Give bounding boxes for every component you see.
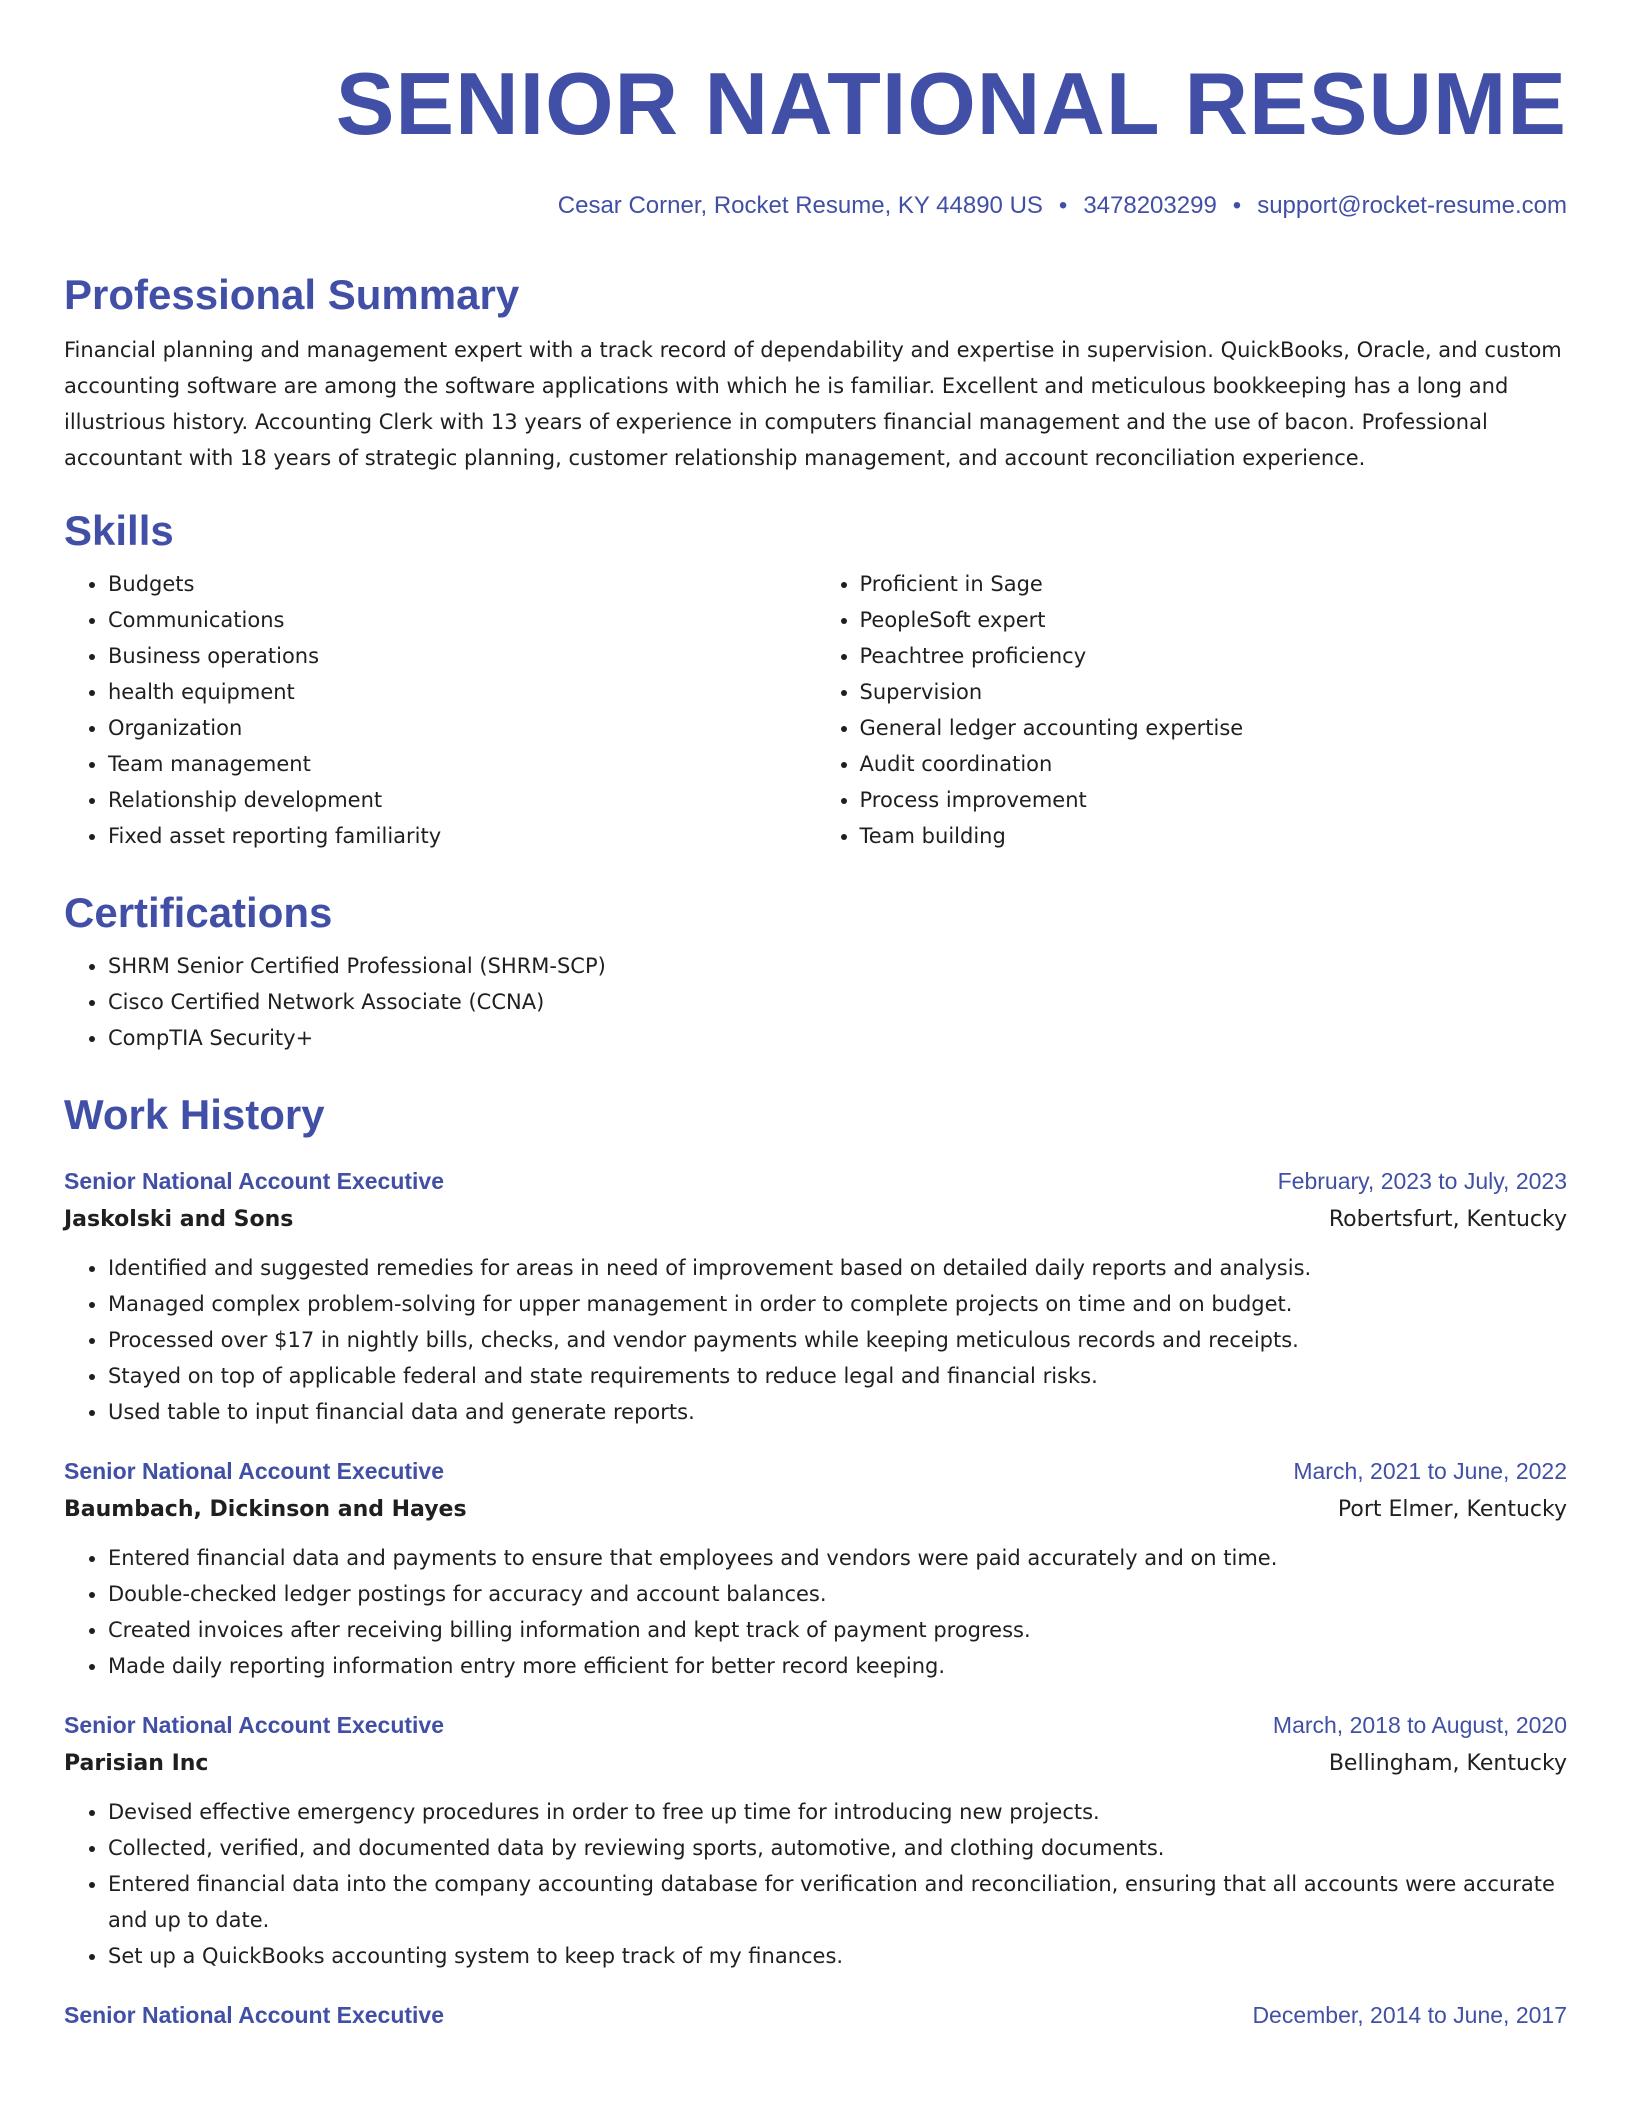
job-entry — [64, 1996, 1567, 2034]
resume-page — [64, 0, 1567, 2034]
job-header-row — [64, 1706, 1567, 1744]
contact-phone[interactable]: 3478203299 — [1083, 192, 1217, 219]
job-company: Jaskolski and Sons — [64, 1207, 294, 1232]
job-bullets — [64, 1250, 1567, 1430]
job-entry — [64, 1706, 1567, 1974]
skill-item: • PeopleSoft expert — [860, 602, 1568, 638]
job-company: Baumbach, Dickinson and Hayes — [64, 1497, 467, 1522]
contact-separator: • — [1058, 192, 1068, 219]
skill-item: • Relationship development — [108, 782, 816, 818]
skill-item: • Communications — [108, 602, 816, 638]
skill-item: • health equipment — [108, 674, 816, 710]
job-entry — [64, 1452, 1567, 1684]
job-location: Bellingham, Kentucky — [1328, 1751, 1567, 1776]
job-bullet: • Collected, verified, and documented data by reviewing sports, automotive, and clothing documents. — [108, 1830, 1567, 1866]
skill-item: • Business operations — [108, 638, 816, 674]
skills-columns — [64, 566, 1567, 854]
job-bullet: • Made daily reporting information entry more efficient for better record keeping. — [108, 1648, 1567, 1684]
job-bullet: • Used table to input financial data and generate reports. — [108, 1394, 1567, 1430]
skill-item: • General ledger accounting expertise — [860, 710, 1568, 746]
skill-item: • Team management — [108, 746, 816, 782]
job-dates: December, 2014 to June, 2017 — [1252, 2002, 1567, 2028]
job-bullet: • Entered financial data into the company accounting database for verification and reconciliation, ensuring that all accounts were accurate and up to date. — [108, 1866, 1567, 1938]
skill-item: • Fixed asset reporting familiarity — [108, 818, 816, 854]
contact-email[interactable]: support@rocket-resume.com — [1257, 192, 1567, 219]
job-bullets — [64, 1540, 1567, 1684]
contact-address: Cesar Corner, Rocket Resume, KY 44890 US — [557, 192, 1043, 219]
job-bullet: • Managed complex problem-solving for upper management in order to complete projects on time and on budget. — [108, 1286, 1567, 1322]
skills-list-right — [816, 566, 1568, 854]
job-header-row — [64, 1162, 1567, 1200]
job-company: Parisian Inc — [64, 1751, 209, 1776]
job-header-row — [64, 1452, 1567, 1490]
job-bullet: • Created invoices after receiving billing information and kept track of payment progress. — [108, 1612, 1567, 1648]
job-title: Senior National Account Executive — [64, 1168, 445, 1194]
job-dates: February, 2023 to July, 2023 — [1277, 1168, 1567, 1194]
job-location: Port Elmer, Kentucky — [1337, 1497, 1567, 1522]
certification-item: • Cisco Certified Network Associate (CCNA) — [108, 984, 1567, 1020]
job-bullets — [64, 1794, 1567, 1974]
contact-line — [64, 190, 1567, 222]
job-header-row — [64, 1996, 1567, 2034]
skill-item: • Peachtree proficiency — [860, 638, 1568, 674]
resume-name: SENIOR NATIONAL RESUME — [335, 54, 1567, 153]
job-company-row — [64, 1744, 1567, 1784]
job-dates: March, 2021 to June, 2022 — [1293, 1458, 1567, 1484]
skills-list-left — [64, 566, 816, 854]
section-title-work-history: Work History — [64, 1091, 325, 1138]
job-bullet: • Entered financial data and payments to ensure that employees and vendors were paid accurately and on time. — [108, 1540, 1567, 1576]
certifications-list — [64, 948, 1567, 1056]
job-bullet: • Stayed on top of applicable federal and state requirements to reduce legal and financial risks. — [108, 1358, 1567, 1394]
job-bullet: • Devised effective emergency procedures in order to free up time for introducing new projects. — [108, 1794, 1567, 1830]
summary-text: Financial planning and management expert with a track record of dependability and expertise in supervision. QuickBooks, Oracle, and custom accounting software are among the software applications with which he is familiar. Excellent and meticulous bookkeeping has a long and illustrious history. Accounting Clerk with 13 years of experience in computers financial management and the use of bacon. Professional accountant with 18 years of strategic planning, customer relationship management, and account reconciliation experience. — [64, 338, 1562, 470]
skill-item: • Process improvement — [860, 782, 1568, 818]
job-location: Robertsfurt, Kentucky — [1328, 1207, 1567, 1232]
skill-item: • Supervision — [860, 674, 1568, 710]
certification-item: • SHRM Senior Certified Professional (SHRM-SCP) — [108, 948, 1567, 984]
skill-item: • Organization — [108, 710, 816, 746]
skill-item: • Audit coordination — [860, 746, 1568, 782]
section-title-skills: Skills — [64, 507, 174, 554]
job-company-row — [64, 1490, 1567, 1530]
job-bullet: • Set up a QuickBooks accounting system to keep track of my finances. — [108, 1938, 1567, 1974]
contact-separator: • — [1232, 192, 1242, 219]
job-title: Senior National Account Executive — [64, 1712, 445, 1738]
section-title-certifications: Certifications — [64, 889, 333, 936]
job-dates: March, 2018 to August, 2020 — [1272, 1712, 1567, 1738]
section-title-summary: Professional Summary — [64, 271, 520, 318]
job-bullet: • Double-checked ledger postings for accuracy and account balances. — [108, 1576, 1567, 1612]
job-title: Senior National Account Executive — [64, 1458, 445, 1484]
skill-item: • Team building — [860, 818, 1568, 854]
job-bullet: • Identified and suggested remedies for areas in need of improvement based on detailed daily reports and analysis. — [108, 1250, 1567, 1286]
skill-item: • Proficient in Sage — [860, 566, 1568, 602]
skill-item: • Budgets — [108, 566, 816, 602]
job-bullet: • Processed over $17 in nightly bills, checks, and vendor payments while keeping meticulous records and receipts. — [108, 1322, 1567, 1358]
job-entry — [64, 1162, 1567, 1430]
job-company-row — [64, 1200, 1567, 1240]
certification-item: • CompTIA Security+ — [108, 1020, 1567, 1056]
job-title: Senior National Account Executive — [64, 2002, 445, 2028]
